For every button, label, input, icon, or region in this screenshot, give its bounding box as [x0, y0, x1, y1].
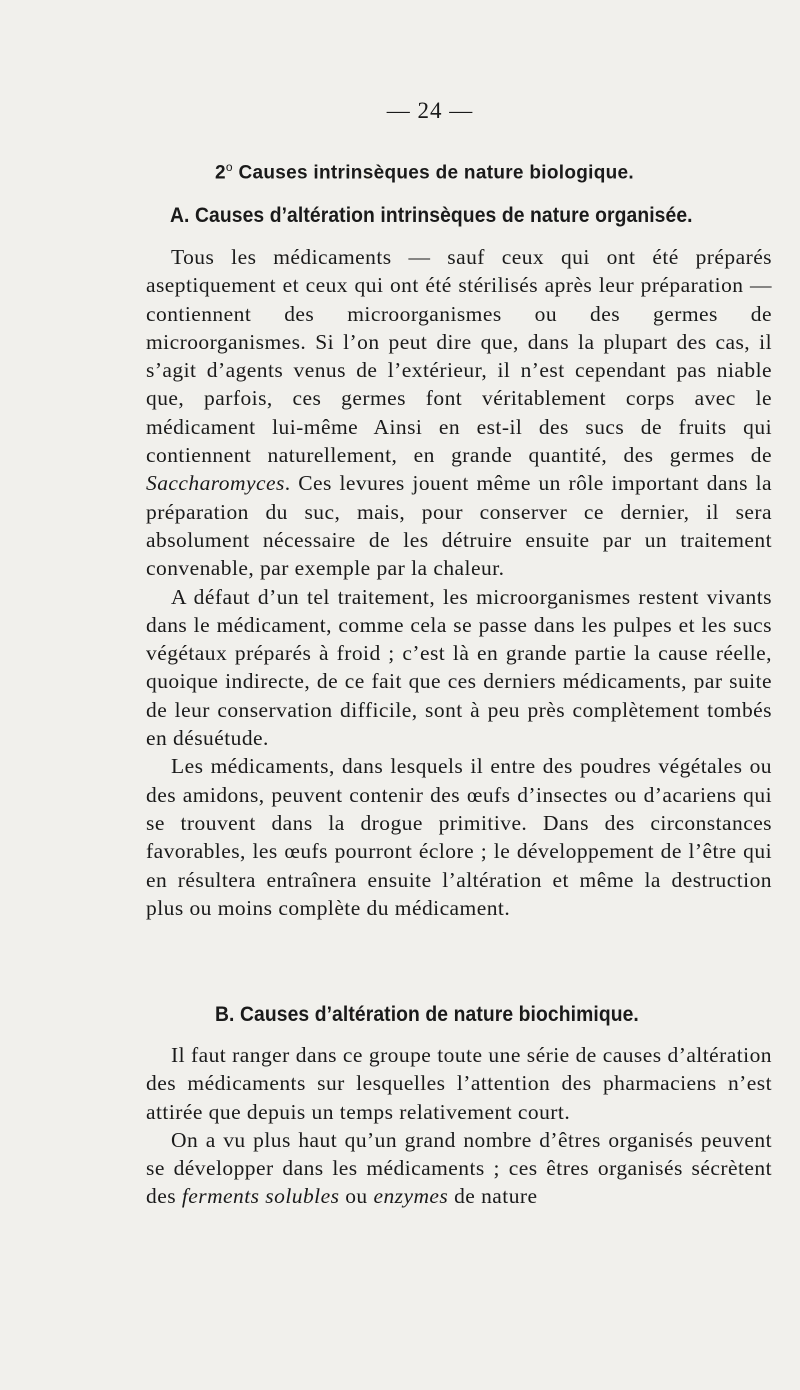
italic-term: Saccharomyces	[146, 471, 285, 496]
italic-term: enzymes	[373, 1184, 449, 1209]
subsection-a-body	[146, 243, 772, 922]
subsection-a-heading: A. Causes d’altération intrinsèques de nature organisée.	[170, 204, 693, 227]
section-number-suffix: o	[225, 160, 233, 174]
paragraph: A défaut d’un tel traitement, les microorganismes restent vivants dans le médicament, comme cela se passe dans les pulpes et les sucs végétaux préparés à froid ; c’est là en grande partie la cause réelle, quoique indirecte, de ce fait que ces derniers médicaments, par suite de leur conservation difficile, sont à peu près complètement tombés en désuétude.	[146, 584, 772, 751]
subsection-b-body	[146, 1041, 772, 1211]
paragraph: Les médicaments, dans lesquels il entre des poudres végétales ou des amidons, peuvent contenir des œufs d’insectes ou d’acariens qui se trouvent dans la drogue primitive. Dans des circonstances favorables, les œufs pourront éclore ; le développement de l’être qui en résultera entraînera ensuite l’altération et même la destruction plus ou moins complète du médicament.	[146, 754, 772, 920]
subsection-b-heading: B. Causes d’altération de nature biochimique.	[215, 1003, 639, 1026]
page-number: — 24 —	[386, 98, 474, 123]
paragraph: Tous les médicaments — sauf ceux qui ont été préparés aseptiquement et ceux qui ont été stérilisés après leur préparation — contiennent des microorganismes ou des germes de microorganismes. Si l’on peut dire que, dans la plupart des cas, il s’agit d’agents venus de l’extérieur, il n’est cependant pas niable que, parfois, ces germes font véritablement corps avec le médicament lui-même Ainsi en est-il des sucs de fruits qui contiennent naturellement, en grande quantité, des germes de Saccharomyces. Ces levures jouent même un rôle important dans la préparation du suc, mais, pour conserver ce dernier, il sera absolument nécessaire de les détruire ensuite par un traitement convenable, par exemple par la chaleur.	[146, 245, 772, 581]
italic-term: ferments solubles	[181, 1184, 340, 1209]
section-number: 2	[215, 162, 226, 184]
section-heading	[215, 160, 634, 184]
section-title: Causes intrinsèques de nature biologique.	[238, 162, 634, 184]
paragraph: On a vu plus haut qu’un grand nombre d’êtres organisés peuvent se développer dans les médicaments ; ces êtres organisés sécrètent des ferments solubles ou enzymes de nature	[146, 1127, 772, 1209]
paragraph: Il faut ranger dans ce groupe toute une série de causes d’altération des médicaments sur lesquelles l’attention des pharmaciens n’est attirée que depuis un temps relativement court.	[146, 1043, 772, 1124]
